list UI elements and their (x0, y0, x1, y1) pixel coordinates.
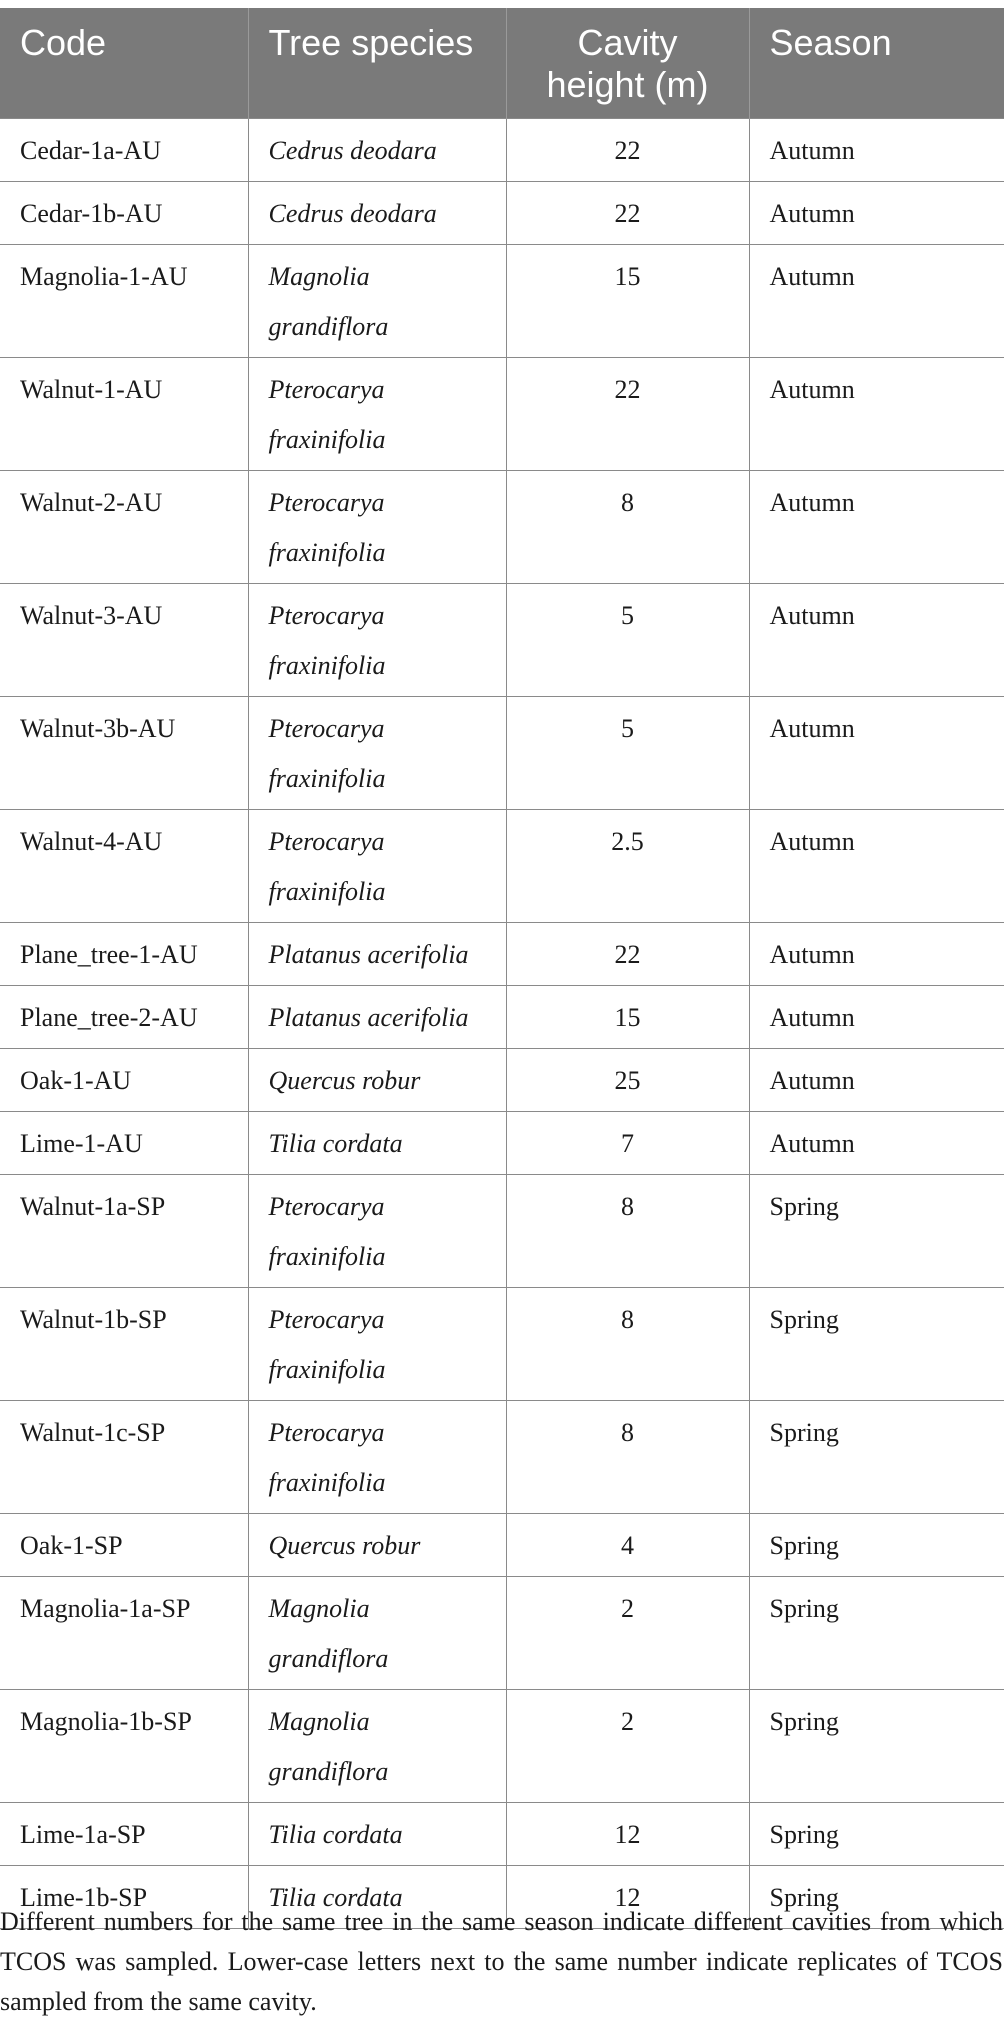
cell-code: Walnut-4-AU (0, 809, 248, 922)
cell-tree-species: Quercus robur (248, 1513, 506, 1576)
cell-season: Autumn (749, 181, 1004, 244)
cell-season: Spring (749, 1400, 1004, 1513)
header-tree-species: Tree species (248, 8, 506, 118)
cell-season: Autumn (749, 357, 1004, 470)
cell-season: Spring (749, 1689, 1004, 1802)
cell-code: Walnut-1a-SP (0, 1174, 248, 1287)
table-row (0, 1400, 1004, 1513)
header-season: Season (749, 8, 1004, 118)
table-header-row (0, 8, 1004, 118)
cell-code: Oak-1-SP (0, 1513, 248, 1576)
table-row (0, 470, 1004, 583)
cell-season: Autumn (749, 922, 1004, 985)
cell-code: Magnolia-1-AU (0, 244, 248, 357)
cell-tree-species: Platanus acerifolia (248, 922, 506, 985)
cell-tree-species: Magnolia grandiflora (248, 1689, 506, 1802)
cell-season: Autumn (749, 985, 1004, 1048)
table-row (0, 985, 1004, 1048)
table-row (0, 583, 1004, 696)
cell-season: Autumn (749, 1048, 1004, 1111)
cell-code: Cedar-1b-AU (0, 181, 248, 244)
cell-code: Walnut-3-AU (0, 583, 248, 696)
table-row (0, 244, 1004, 357)
cell-code: Lime-1b-SP (0, 1865, 248, 1928)
cell-cavity-height: 8 (506, 1400, 749, 1513)
cell-code: Plane_tree-2-AU (0, 985, 248, 1048)
table-row (0, 696, 1004, 809)
cell-cavity-height: 2 (506, 1576, 749, 1689)
cell-cavity-height: 8 (506, 1174, 749, 1287)
cell-cavity-height: 8 (506, 1287, 749, 1400)
cell-code: Walnut-1c-SP (0, 1400, 248, 1513)
cell-cavity-height: 7 (506, 1111, 749, 1174)
table-body (0, 118, 1004, 1928)
cell-season: Spring (749, 1865, 1004, 1928)
cell-cavity-height: 8 (506, 470, 749, 583)
cell-code: Walnut-1-AU (0, 357, 248, 470)
cell-cavity-height: 12 (506, 1865, 749, 1928)
header-code: Code (0, 8, 248, 118)
table-row (0, 118, 1004, 181)
cell-cavity-height: 25 (506, 1048, 749, 1111)
cell-code: Walnut-1b-SP (0, 1287, 248, 1400)
table-row (0, 181, 1004, 244)
cell-tree-species: Cedrus deodara (248, 181, 506, 244)
table-row (0, 1111, 1004, 1174)
cell-cavity-height: 4 (506, 1513, 749, 1576)
cell-season: Spring (749, 1174, 1004, 1287)
cell-cavity-height: 2 (506, 1689, 749, 1802)
cell-cavity-height: 22 (506, 922, 749, 985)
cell-code: Magnolia-1a-SP (0, 1576, 248, 1689)
cell-cavity-height: 2.5 (506, 809, 749, 922)
cell-cavity-height: 22 (506, 181, 749, 244)
cell-tree-species: Pterocarya fraxinifolia (248, 1287, 506, 1400)
cell-tree-species: Cedrus deodara (248, 118, 506, 181)
cell-code: Oak-1-AU (0, 1048, 248, 1111)
table-row (0, 1802, 1004, 1865)
header-cavity-height: Cavity height (m) (506, 8, 749, 118)
cell-tree-species: Pterocarya fraxinifolia (248, 1400, 506, 1513)
table-footnote: Different numbers for the same tree in the same season indicate different cavities from which TCOS was sampled. Lower-case letters next to the same number indicate replicates of TCOS sampled from the same cavity. (0, 1907, 1003, 2016)
cell-tree-species: Magnolia grandiflora (248, 1576, 506, 1689)
cell-tree-species: Tilia cordata (248, 1865, 506, 1928)
cell-season: Autumn (749, 696, 1004, 809)
table-row (0, 1513, 1004, 1576)
cell-season: Spring (749, 1802, 1004, 1865)
cell-season: Spring (749, 1287, 1004, 1400)
cell-tree-species: Pterocarya fraxinifolia (248, 696, 506, 809)
cell-season: Spring (749, 1576, 1004, 1689)
cell-code: Lime-1a-SP (0, 1802, 248, 1865)
cell-season: Autumn (749, 118, 1004, 181)
cell-cavity-height: 15 (506, 244, 749, 357)
cell-cavity-height: 22 (506, 118, 749, 181)
cell-tree-species: Pterocarya fraxinifolia (248, 809, 506, 922)
cell-code: Cedar-1a-AU (0, 118, 248, 181)
cell-tree-species: Pterocarya fraxinifolia (248, 470, 506, 583)
cell-tree-species: Tilia cordata (248, 1802, 506, 1865)
cell-tree-species: Pterocarya fraxinifolia (248, 357, 506, 470)
cell-cavity-height: 5 (506, 583, 749, 696)
data-table-container (0, 8, 1005, 1929)
cell-code: Lime-1-AU (0, 1111, 248, 1174)
table-row (0, 1174, 1004, 1287)
cell-cavity-height: 22 (506, 357, 749, 470)
cell-season: Spring (749, 1513, 1004, 1576)
cell-season: Autumn (749, 470, 1004, 583)
cell-code: Walnut-3b-AU (0, 696, 248, 809)
table-row (0, 357, 1004, 470)
cell-cavity-height: 12 (506, 1802, 749, 1865)
table-row (0, 1287, 1004, 1400)
cell-tree-species: Quercus robur (248, 1048, 506, 1111)
cell-cavity-height: 5 (506, 696, 749, 809)
cell-tree-species: Magnolia grandiflora (248, 244, 506, 357)
cell-season: Autumn (749, 244, 1004, 357)
cell-cavity-height: 15 (506, 985, 749, 1048)
table-row (0, 1689, 1004, 1802)
table-row (0, 1576, 1004, 1689)
table-row (0, 809, 1004, 922)
cell-code: Plane_tree-1-AU (0, 922, 248, 985)
cell-season: Autumn (749, 809, 1004, 922)
cell-tree-species: Pterocarya fraxinifolia (248, 1174, 506, 1287)
cavity-samples-table (0, 8, 1004, 1929)
cell-tree-species: Tilia cordata (248, 1111, 506, 1174)
cell-code: Magnolia-1b-SP (0, 1689, 248, 1802)
cell-code: Walnut-2-AU (0, 470, 248, 583)
table-row (0, 1048, 1004, 1111)
cell-tree-species: Platanus acerifolia (248, 985, 506, 1048)
cell-season: Autumn (749, 583, 1004, 696)
table-row (0, 922, 1004, 985)
cell-tree-species: Pterocarya fraxinifolia (248, 583, 506, 696)
cell-season: Autumn (749, 1111, 1004, 1174)
